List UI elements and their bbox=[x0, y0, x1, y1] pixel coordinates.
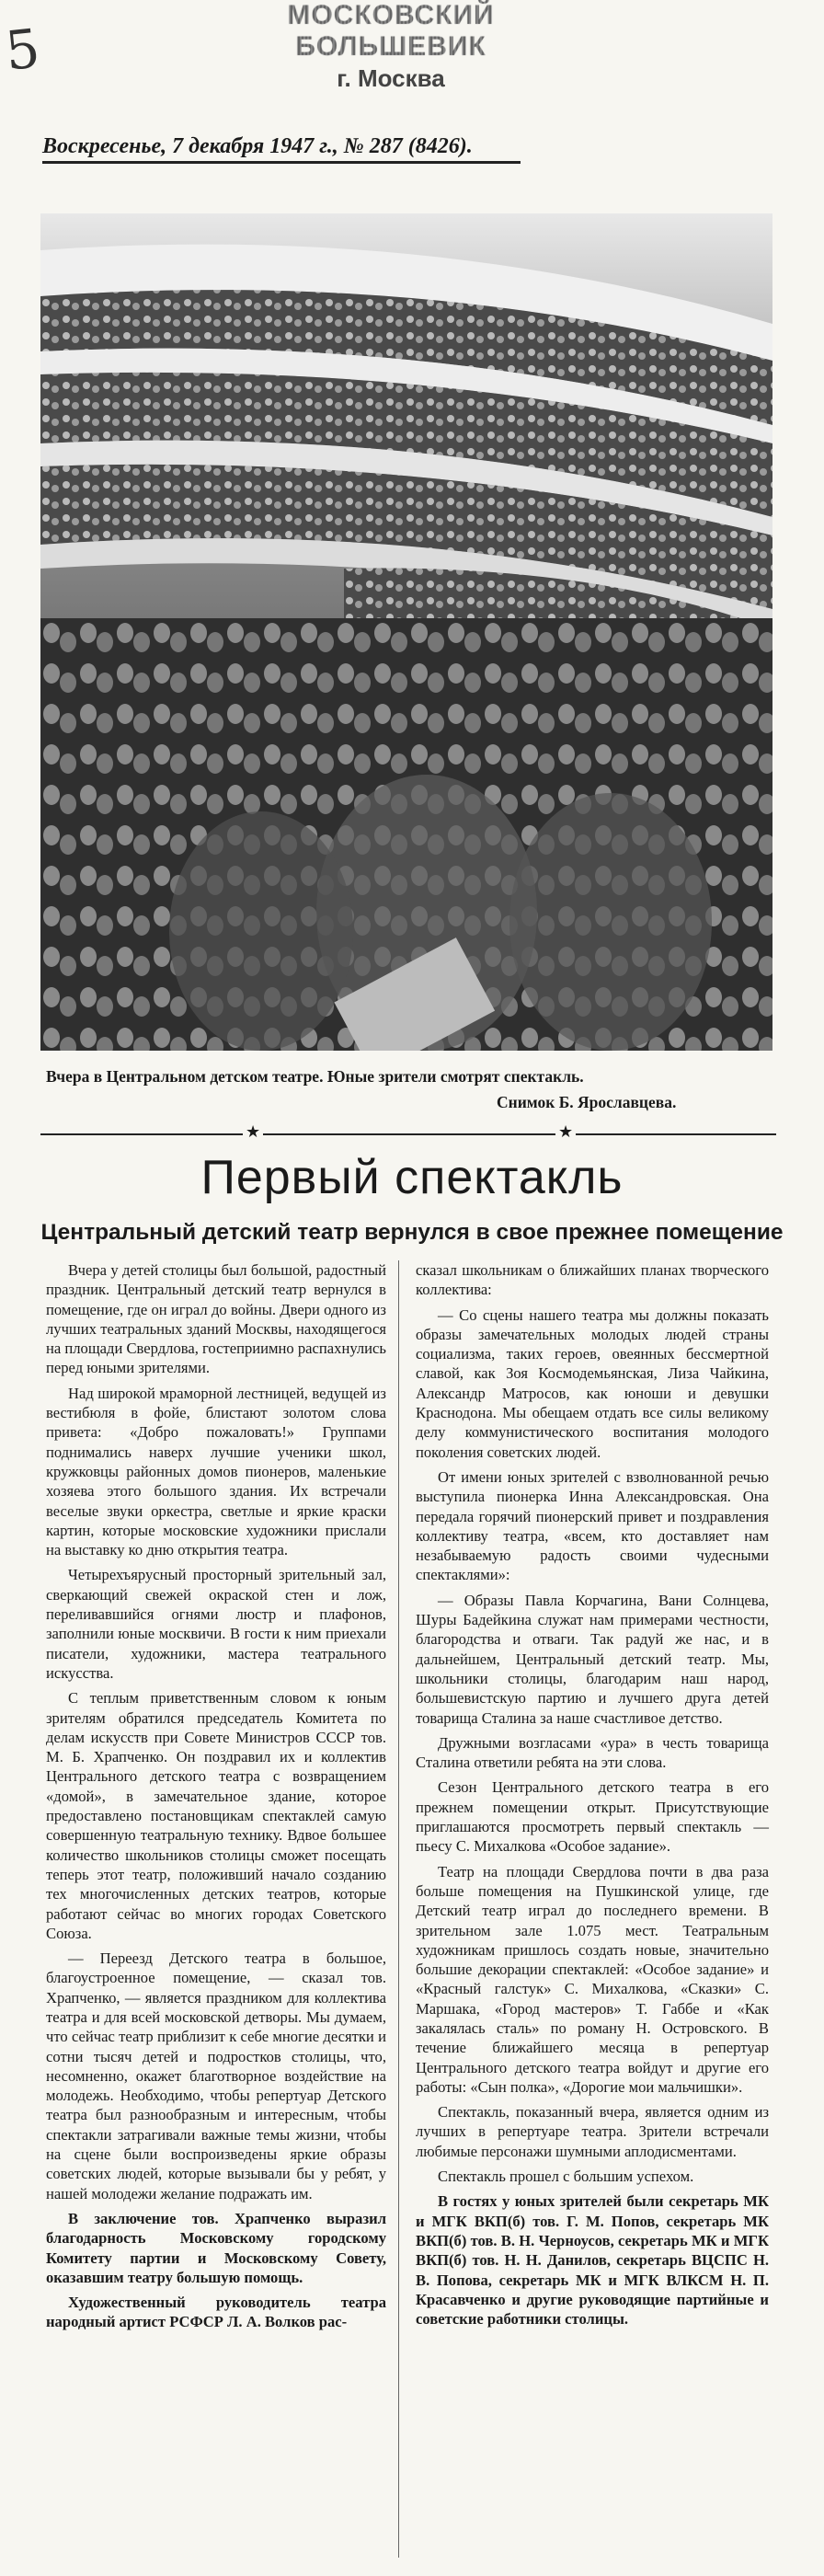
dateline: Воскресенье, 7 декабря 1947 г., № 287 (8426). bbox=[42, 134, 521, 164]
masthead-title: МОСКОВСКИЙ БОЛЬШЕВИК bbox=[202, 0, 579, 63]
paragraph: Дружными возгласами «ура» в честь товарища Сталина ответили ребята на эти слова. bbox=[416, 1733, 769, 1772]
photo-caption: Вчера в Центральном детском театре. Юные зрители смотрят спектакль. bbox=[46, 1067, 584, 1086]
article-column-right bbox=[416, 1260, 769, 2334]
paragraph: Вчера у детей столицы был большой, радостный праздник. Центральный детский театр вернулся в помещение, где он играл до войны. Двери одного из лучших театральных зданий Москвы, находящегося на площади Свердлова, гостеприимно распахнулись перед юными зрителями. bbox=[46, 1261, 386, 1377]
paragraph: От имени юных зрителей с взволнованной речью выступила пионерка Инна Александровская. Она передала горячий пионерский привет и поздравления коллективу театра, «всем, кто доставляет нам незабываемую радость своими чудесными спектаклями»: bbox=[416, 1467, 769, 1584]
paragraph: Театр на площади Свердлова почти в два раза больше помещения на Пушкинской улице, где Детский театр играл до последнего времени. В зрительном зале 1.075 мест. Театральным художникам пришлось создать новые, значительно большие декорации спектаклей: «Особое задание» и «Красный галстук» С. Михалкова, «Сказки» С. Маршака, «Город мастеров» Т. Габбе и «Как закалялась сталь» по роману Н. Островского. В течение ближайшего месяца в репертуар Центрального детского театра войдут и другие его работы: «Сын полка», «Дорогие мои мальчишки». bbox=[416, 1862, 769, 2096]
article-column-left bbox=[46, 1260, 386, 2338]
paragraph: Сезон Центрального детского театра в его прежнем помещении открыт. Присутствующие приглашаются просмотреть первый спектакль — пьесу С. Михалкова «Особое задание». bbox=[416, 1778, 769, 1856]
paragraph: сказал школьникам о ближайших планах творческого коллектива: bbox=[416, 1261, 769, 1299]
paragraph: — Со сцены нашего театра мы должны показать образы замечательных молодых людей страны социализма, таких героев, овеянных бессмертной славой, как Зоя Космодемьянская, Лиза Чайкина, Александр Матросов, как юноши и девушки Краснодона. Мы обещаем отдать все силы великому делу коммунистического воспитания молодого поколения советских людей. bbox=[416, 1305, 769, 1461]
star-icon: ★ bbox=[555, 1122, 576, 1142]
paragraph: В заключение тов. Храпченко выразил благодарность Московскому городскому Комитету партии и Московскому Совету, оказавшим театру большую помощь. bbox=[46, 2209, 386, 2286]
divider-line bbox=[40, 1133, 776, 1135]
paragraph: Спектакль, показанный вчера, является одним из лучших в репертуаре театра. Зрители встречали любимые персонажи шумными аплодисментами. bbox=[416, 2103, 769, 2160]
star-icon: ★ bbox=[243, 1122, 263, 1142]
handwritten-mark: 5 bbox=[2, 17, 43, 83]
theater-photo-illustration bbox=[40, 213, 772, 1051]
photo-credit: Снимок Б. Ярославцева. bbox=[497, 1093, 677, 1111]
masthead-city: г. Москва bbox=[337, 64, 445, 92]
article-subhead: Центральный детский театр вернулся в свое прежнее помещение bbox=[40, 1220, 784, 1245]
paragraph: В гостях у юных зрителей были секретарь МК и МГК ВКП(б) тов. Г. М. Попов, секретарь МК ВКП(б) тов. В. Н. Черноусов, секретарь МК и МГК ВКП(б) тов. Н. Н. Данилов, секретарь ВЦСПС Н. В. Попова, секретарь МК и МГК ВЛКСМ Н. П. Красавченко и другие руководящие партийные и советские работники столицы. bbox=[416, 2192, 769, 2329]
section-divider bbox=[40, 1122, 776, 1141]
article-headline: Первый спектакль bbox=[200, 1151, 624, 1204]
paragraph: С теплым приветственным словом к юным зрителям обратился председатель Комитета по делам искусств при Совете Министров СССР тов. М. Б. Храпченко. Он поздравил их и коллектив Центрального детского театра с возвращением «домой», в замечательное здание, которое предоставлено постановщикам спектаклей самую совершенную театральную технику. Вдвое большее количество школьников столицы сможет посещать теперь этот театр, положивший начало созданию тех многочисленных детских театров, которые работают сейчас во многих городах Советского Союза. bbox=[46, 1689, 386, 1942]
masthead bbox=[202, 0, 579, 93]
paragraph: Четырехъярусный просторный зрительный зал, сверкающий свежей окраской стен и лож, переливавшийся огнями люстр и плафонов, заполнили юные москвичи. В гости к ним приехали писатели, художники, мастера театрального искусства. bbox=[46, 1566, 386, 1682]
paragraph: — Образы Павла Корчагина, Вани Солнцева, Шуры Бадейкина служат нам примерами честности, благородства и отваги. Так радуй же нас, и в дальнейшем, Центральный детский театр. Мы, школьники столицы, благодарим наш народ, большевистскую партию и лучшего друга детей товарища Сталина за наше счастливое детство. bbox=[416, 1591, 769, 1727]
paragraph: Спектакль прошел с большим успехом. bbox=[438, 2168, 694, 2186]
paragraph: — Переезд Детского театра в большое, благоустроенное помещение, — сказал тов. Храпченко, — является праздником для коллектива театра и для всей московской детворы. Мы думаем, что сейчас театр приблизит к себе многие десятки и сотни тысяч детей и подростков столицы, что, несомненно, окажет благотворное воздействие на молодежь. Необходимо, чтобы репертуар Детского театра был разнообразным и интересным, чтобы спектакли затрагивали важные темы жизни, чтобы на сцене были воспроизведены яркие образы советских людей, которые вызывали бы у ребят, у нашей молодежи желание подражать им. bbox=[46, 1949, 386, 2202]
paragraph: Над широкой мраморной лестницей, ведущей из вестибюля в фойе, блистают золотом слова привета: «Добро пожаловать!» Группами поднимались наверх лучшие ученики школ, кружковцы районных домов пионеров, маленькие хозяева этого большого здания. Их встречали веселые звуки оркестра, светлые и яркие краски картин, которые московские художники прислали на выставку ко дню открытия театра. bbox=[46, 1384, 386, 1559]
paragraph: Художественный руководитель театра народный артист РСФСР Л. А. Волков рас- bbox=[46, 2294, 386, 2331]
column-rule bbox=[398, 1260, 399, 2558]
theater-photo bbox=[40, 213, 772, 1051]
